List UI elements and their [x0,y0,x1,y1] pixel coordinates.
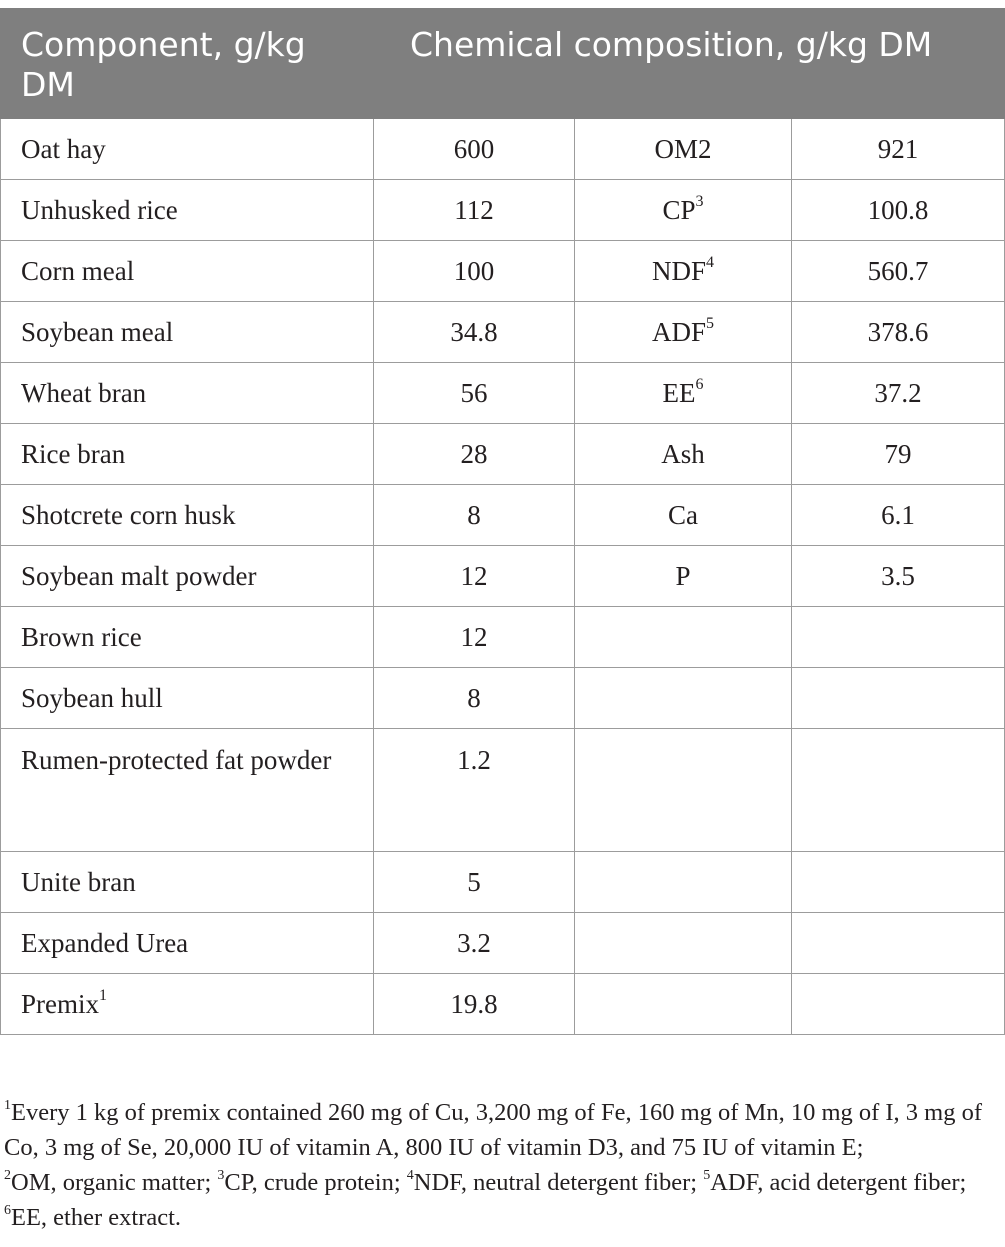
cell-value: 560.7 [792,241,1005,302]
cell-value: 378.6 [792,302,1005,363]
cell-value [792,974,1005,1035]
cell-component: Shotcrete corn husk [1,485,374,546]
cell-nutrient: Ash [575,424,792,485]
cell-value: 79 [792,424,1005,485]
cell-component: Rice bran [1,424,374,485]
header-chemical-composition: Chemical composition, g/kg DM [374,9,1005,119]
cell-nutrient [575,668,792,729]
header-component: Component, g/kg DM [1,9,374,119]
table-row [1,241,1005,302]
cell-component: Brown rice [1,607,374,668]
cell-value: 37.2 [792,363,1005,424]
table-row [1,424,1005,485]
cell-nutrient [575,729,792,852]
cell-amount: 56 [374,363,575,424]
table-header-row [1,9,1005,119]
cell-amount: 8 [374,485,575,546]
table-row [1,668,1005,729]
table-row [1,546,1005,607]
table-row [1,180,1005,241]
cell-nutrient: $EE^6$ [575,363,792,424]
cell-value [792,913,1005,974]
cell-amount: 34.8 [374,302,575,363]
cell-value: 6.1 [792,485,1005,546]
cell-component: Expanded Urea [1,913,374,974]
cell-amount: 3.2 [374,913,575,974]
table-body [1,119,1005,1035]
cell-value [792,729,1005,852]
cell-value: 921 [792,119,1005,180]
cell-amount: 19.8 [374,974,575,1035]
cell-nutrient: $CP^3$ [575,180,792,241]
footnote-1: $^1$Every 1 kg of premix contained 260 mg of Cu, 3,200 mg of Fe, 160 mg of Mn, 10 mg of I, 3 mg of Co, 3 mg of Se, 20,000 IU of vitamin A, 800 IU of vitamin D3, and 75 IU of vitamin E; [4,1097,983,1161]
cell-nutrient [575,852,792,913]
cell-component: Unite bran [1,852,374,913]
cell-amount: 12 [374,546,575,607]
composition-table [0,8,1005,1035]
table-row [1,974,1005,1035]
cell-component: Soybean meal [1,302,374,363]
table-row [1,485,1005,546]
footnotes [4,1095,1002,1235]
cell-amount: 112 [374,180,575,241]
cell-amount: 12 [374,607,575,668]
cell-value [792,852,1005,913]
cell-component: Corn meal [1,241,374,302]
cell-amount: 600 [374,119,575,180]
cell-nutrient: ADF$^5$ [575,302,792,363]
table-row [1,119,1005,180]
cell-component: Soybean hull [1,668,374,729]
cell-nutrient: OM2 [575,119,792,180]
cell-amount: 1.2 [374,729,575,852]
cell-component: Rumen-protected fat powder [1,729,374,852]
cell-nutrient [575,913,792,974]
table-row [1,607,1005,668]
cell-nutrient [575,607,792,668]
cell-component: Unhusked rice [1,180,374,241]
table-row [1,363,1005,424]
cell-amount: 100 [374,241,575,302]
cell-value: 3.5 [792,546,1005,607]
cell-nutrient: P [575,546,792,607]
cell-value: 100.8 [792,180,1005,241]
cell-component: Premix$^1$ [1,974,374,1035]
table-row [1,302,1005,363]
cell-component: Soybean malt powder [1,546,374,607]
cell-amount: 28 [374,424,575,485]
cell-value [792,607,1005,668]
table-row [1,913,1005,974]
cell-nutrient: Ca [575,485,792,546]
cell-amount: 8 [374,668,575,729]
cell-nutrient [575,974,792,1035]
cell-amount: 5 [374,852,575,913]
table-row [1,852,1005,913]
table-row [1,729,1005,852]
cell-value [792,668,1005,729]
cell-component: Oat hay [1,119,374,180]
cell-nutrient: NDF$^4$ [575,241,792,302]
footnote-2-6: $^2$OM, organic matter; $^3$CP, crude protein; $^4$NDF, neutral detergent fiber; $^5$ADF, acid detergent fiber; $^6$EE, ether extract. [4,1167,967,1231]
cell-component: Wheat bran [1,363,374,424]
